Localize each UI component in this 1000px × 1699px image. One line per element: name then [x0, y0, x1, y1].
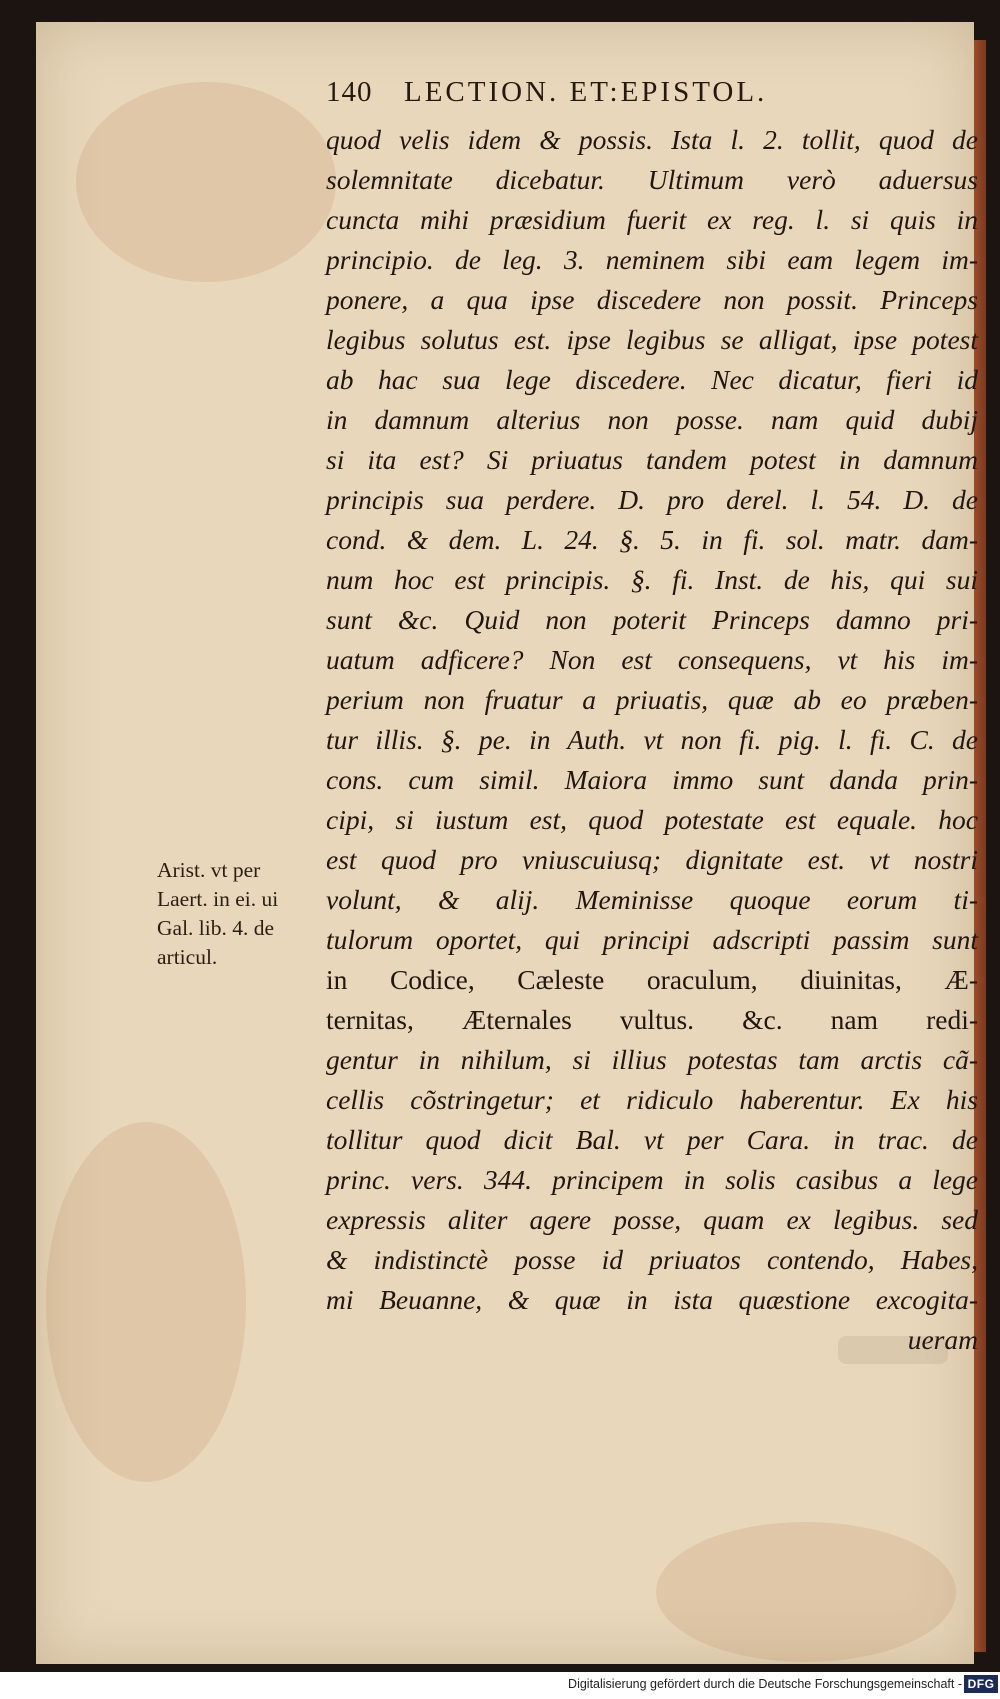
text-line: mi Beuanne, & quæ in ista quæstione excogita- — [326, 1284, 978, 1315]
text-line: princ. vers. 344. principem in solis casibus a lege — [326, 1164, 978, 1195]
text-line: principis sua perdere. D. pro derel. l. 54. D. de — [326, 484, 978, 515]
text-line: tollitur quod dicit Bal. vt per Cara. in trac. de — [326, 1124, 978, 1155]
text-line: si ita est? Si priuatus tandem potest in damnum — [326, 444, 978, 475]
text-line: gentur in nihilum, si illius potestas tam arctis cã- — [326, 1044, 978, 1075]
faint-catchword-smudge — [838, 1336, 948, 1364]
text-line: & indistinctè posse id priuatos contendo, Habes, — [326, 1244, 978, 1275]
text-line: legibus solutus est. ipse legibus se alligat, ipse potest — [326, 324, 978, 355]
text-line: cellis cõstringetur; et ridiculo haberentur. Ex his — [326, 1084, 978, 1115]
text-line: solemnitate dicebatur. Ultimum verò aduersus — [326, 164, 978, 195]
footer-bar — [0, 1672, 1000, 1699]
text-line: ternitas, Æternales vultus. &c. nam redi- — [326, 1004, 978, 1035]
margin-note-line: Arist. vt per — [157, 858, 261, 882]
text-line: ueram — [907, 1324, 978, 1355]
text-line: expressis aliter agere posse, quam ex legibus. sed — [326, 1204, 978, 1235]
text-line: sunt &c. Quid non poterit Princeps damno pri- — [326, 604, 978, 635]
text-line: cons. cum simil. Maiora immo sunt danda prin- — [326, 764, 978, 795]
margin-note-line: Laert. in ei. ui — [157, 887, 279, 911]
running-head — [326, 76, 966, 110]
text-line: ponere, a qua ipse discedere non possit. Princeps — [326, 284, 978, 315]
text-line: est quod pro vniuscuiusq; dignitate est. vt nostri — [326, 844, 978, 875]
text-line: num hoc est principis. §. fi. Inst. de his, qui sui — [326, 564, 978, 595]
text-line: cuncta mihi præsidium fuerit ex reg. l. si quis in — [326, 204, 978, 235]
text-line: in damnum alterius non posse. nam quid dubij — [326, 404, 978, 435]
text-line: tulorum oportet, qui principi adscripti passim sunt — [326, 924, 978, 955]
text-line: quod velis idem & possis. Ista l. 2. tollit, quod de — [326, 124, 978, 155]
text-line: principio. de leg. 3. neminem sibi eam legem im- — [326, 244, 978, 275]
page-number: 140 — [326, 76, 373, 108]
funding-credit: Digitalisierung gefördert durch die Deutsche Forschungsgemeinschaft - — [568, 1677, 962, 1691]
text-line: volunt, & alij. Meminisse quoque eorum ti- — [326, 884, 978, 915]
margin-note — [157, 856, 327, 972]
paper-stain — [656, 1522, 956, 1662]
dfg-logo: DFG — [964, 1675, 998, 1693]
text-line: perium non fruatur a priuatis, quæ ab eo præben- — [326, 684, 978, 715]
margin-note-line: Gal. lib. 4. de — [157, 916, 275, 940]
text-line: cond. & dem. L. 24. §. 5. in fi. sol. matr. dam- — [326, 524, 978, 555]
text-line: ab hac sua lege discedere. Nec dicatur, fieri id — [326, 364, 978, 395]
text-line: in Codice, Cæleste oraculum, diuinitas, Æ- — [326, 964, 978, 995]
text-line: cipi, si iustum est, quod potestate est equale. hoc — [326, 804, 978, 835]
paper-stain — [76, 82, 336, 282]
text-line: tur illis. §. pe. in Auth. vt non fi. pig. l. fi. C. de — [326, 724, 978, 755]
paper-stain — [46, 1122, 246, 1482]
text-line: uatum adficere? Non est consequens, vt his im- — [326, 644, 978, 675]
margin-note-line: articul. — [157, 945, 218, 969]
running-title: LECTION. ET:EPISTOL. — [404, 76, 768, 108]
